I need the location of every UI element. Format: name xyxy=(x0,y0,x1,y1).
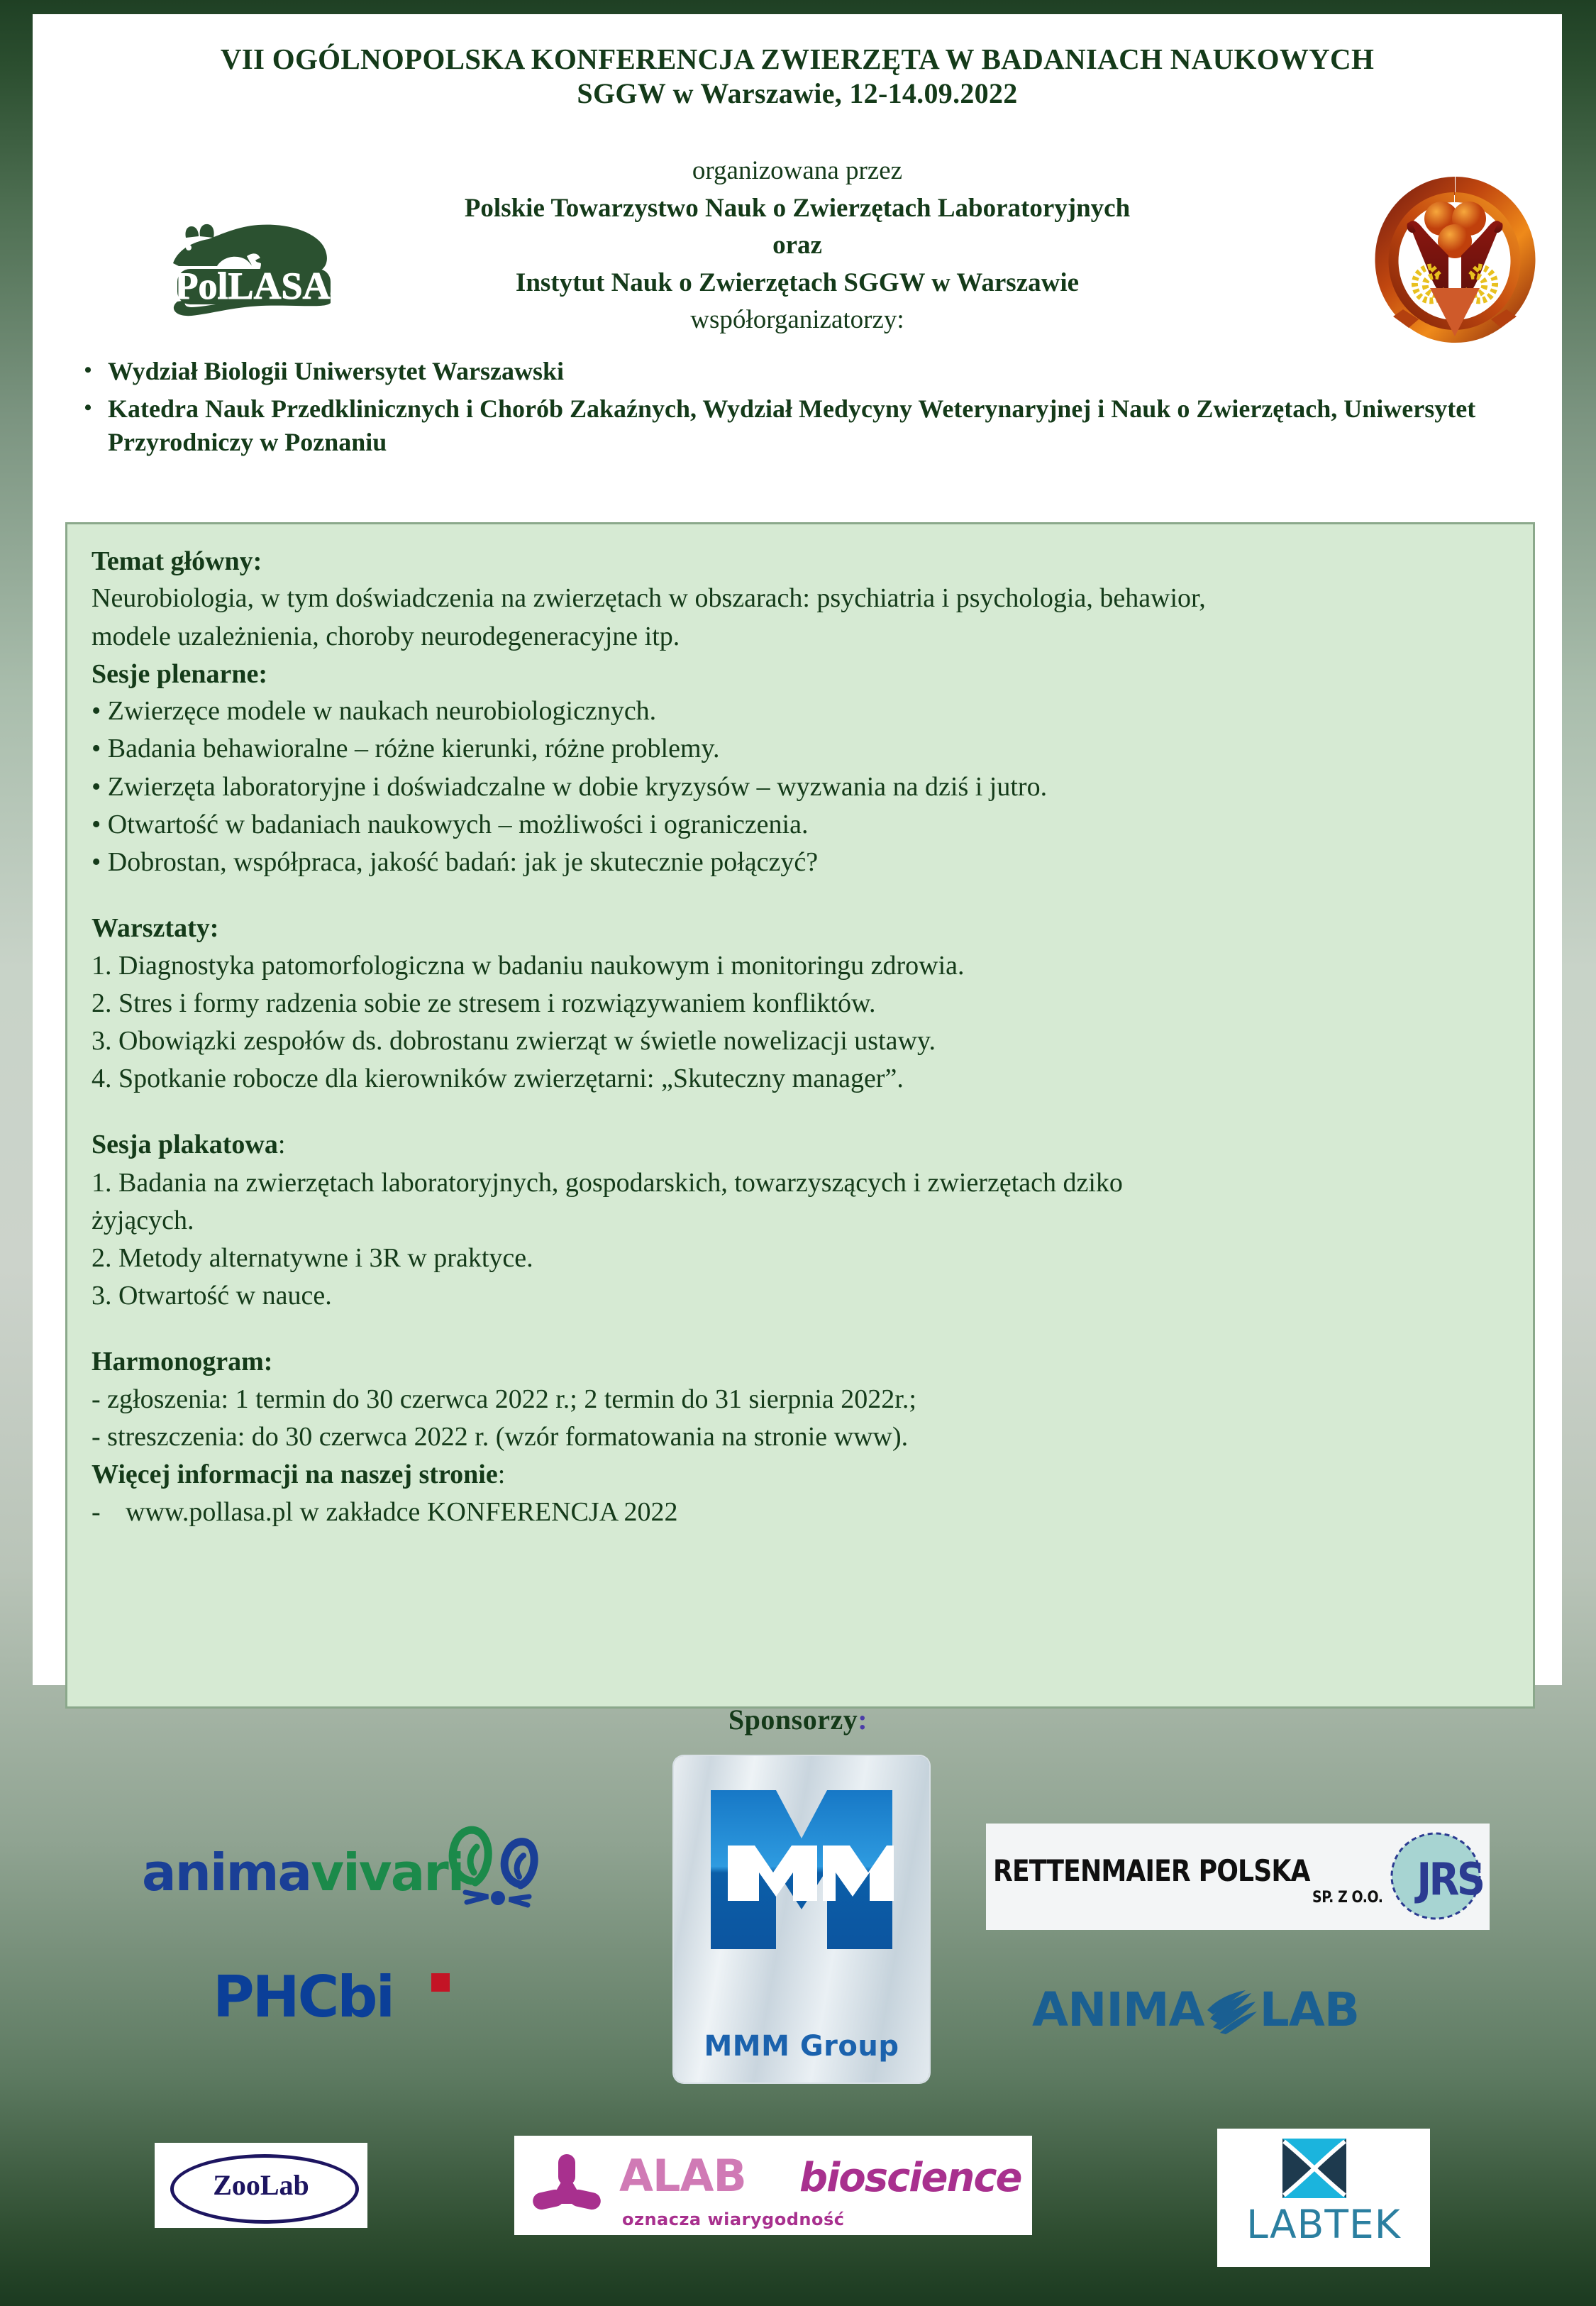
organizer-block xyxy=(33,153,1562,339)
plenary-item: • Dobrostan, współpraca, jakość badań: jak je skutecznie połączyć? xyxy=(92,847,819,877)
labtek-icon xyxy=(1282,2139,1346,2198)
sponsor-logo-anima-lab[interactable] xyxy=(1032,1982,1436,2065)
more-info-colon: : xyxy=(497,1460,506,1490)
mmm-logo-mark xyxy=(708,1784,895,1955)
poster-item: 2. Metody alternatywne i 3R w praktyce. xyxy=(92,1242,533,1273)
plenary-item: • Zwierzęta laboratoryjne i doświadczalne w dobie kryzysów – wyzwania na dziś i jutro. xyxy=(92,771,1048,802)
plenary-item: • Otwartość w badaniach naukowych – możliwości i ograniczenia. xyxy=(92,809,809,839)
animavivari-part-1: anima xyxy=(142,1843,311,1902)
spacer xyxy=(92,881,1509,910)
sponsor-logo-mmm-group[interactable] xyxy=(674,1756,929,2082)
alab-molecule-icon xyxy=(531,2151,602,2219)
rettenmaier-wordmark: RETTENMAIER POLSKA xyxy=(993,1853,1310,1888)
poster-session-heading-row xyxy=(92,1126,1509,1164)
phcbi-red-square-icon xyxy=(431,1973,450,1992)
sponsor-logo-labtek[interactable] xyxy=(1217,2129,1430,2267)
organizer-ptnzl: Polskie Towarzystwo Nauk o Zwierzętach Laboratoryjnych xyxy=(464,193,1131,223)
rettenmaier-legal-form: SP. Z O.O. xyxy=(1312,1889,1383,1907)
animavivari-part-2: vivari xyxy=(311,1843,464,1902)
bullet-icon: • xyxy=(84,395,92,419)
poster-item: 3. Otwartość w nauce. xyxy=(92,1281,332,1311)
alab-tagline: oznacza wiarygodność xyxy=(622,2210,845,2229)
labtek-wordmark: LABTEK xyxy=(1246,2202,1401,2247)
main-topic-line-2: modele uzależnienia, choroby neurodegeneracyjne itp. xyxy=(92,621,680,651)
sponsor-logo-zoolab[interactable] xyxy=(155,2143,367,2228)
animalab-wordmark xyxy=(1032,1982,1436,2037)
svg-text:PolLASA: PolLASA xyxy=(174,265,331,307)
schedule-item: - zgłoszenia: 1 termin do 30 czerwca 2022 r.; 2 termin do 31 sierpnia 2022r.; xyxy=(92,1384,916,1414)
sponsor-logo-alab-bioscience[interactable] xyxy=(514,2136,1032,2235)
alab-bioscience-wordmark: bioscience xyxy=(799,2155,1021,2201)
poster-item-continued: żyjących. xyxy=(92,1205,194,1235)
list-item xyxy=(68,355,1529,388)
conference-title-line-2: SGGW w Warszawie, 12-14.09.2022 xyxy=(577,77,1018,110)
website-dash: - xyxy=(92,1497,101,1528)
list-item xyxy=(68,392,1529,459)
animalab-part-2: LAB xyxy=(1259,1982,1360,2037)
sponsors-heading-row xyxy=(0,1703,1596,1736)
sponsor-logo-rettenmaier-polska[interactable] xyxy=(986,1824,1490,1930)
coorganizer-label-2: Katedra Nauk Przedklinicznych i Chorób Zakaźnych, Wydział Medycyny Weterynaryjnej i Nauk o Zwierzętach, Uniwersytet Przyrodniczy w Poznaniu xyxy=(108,394,1476,456)
mmm-group-label: MMM Group xyxy=(704,2030,899,2063)
spacer xyxy=(92,1098,1509,1126)
animavivari-wordmark xyxy=(142,1843,464,1902)
schedule-heading: Harmonogram: xyxy=(92,1347,273,1377)
plenary-item: • Badania behawioralne – różne kierunki, różne problemy. xyxy=(92,734,720,764)
sponsor-logo-phcbi[interactable] xyxy=(213,1964,454,2047)
more-info-heading: Więcej informacji na naszej stronie xyxy=(92,1460,498,1490)
workshop-item: 4. Spotkanie robocze dla kierowników zwierzętarni: „Skuteczny manager”. xyxy=(92,1064,904,1094)
poster-main-card xyxy=(33,14,1562,1685)
workshop-item: 3. Obowiązki zespołów ds. dobrostanu zwierząt w świetle nowelizacji ustawy. xyxy=(92,1026,936,1056)
conference-title-line-1: VII OGÓLNOPOLSKA KONFERENCJA ZWIERZĘTA W BADANIACH NAUKOWYCH xyxy=(220,43,1375,75)
globe-icon xyxy=(1206,1987,1258,2036)
spacer xyxy=(92,1315,1509,1343)
sponsors-heading-colon: : xyxy=(858,1704,868,1736)
sponsor-logo-animavivari[interactable] xyxy=(135,1813,589,1912)
organizer-inz-sggw: Instytut Nauk o Zwierzętach SGGW w Warszawie xyxy=(515,267,1080,297)
alab-wordmark: ALAB xyxy=(619,2150,746,2202)
sponsors-heading: Sponsorzy xyxy=(728,1704,858,1736)
plenary-sessions-heading: Sesje plenarne: xyxy=(92,658,268,689)
main-topic-line-1: Neurobiologia, w tym doświadczenia na zwierzętach w obszarach: psychiatria i psychologia, behawior, xyxy=(92,583,1206,614)
poster-session-heading: Sesja plakatowa xyxy=(92,1130,278,1160)
main-topic-heading: Temat główny: xyxy=(92,546,262,576)
workshop-item: 2. Stres i formy radzenia sobie ze stresem i rozwiązywaniem konfliktów. xyxy=(92,988,876,1018)
poster-item: 1. Badania na zwierzętach laboratoryjnych, gospodarskich, towarzyszących i zwierzętach dziko xyxy=(92,1167,1123,1198)
organizer-conjunction: oraz xyxy=(772,231,822,260)
plenary-item: • Zwierzęce modele w naukach neurobiologicznych. xyxy=(92,696,657,727)
coorganizer-label-1: Wydział Biologii Uniwersytet Warszawski xyxy=(108,357,564,385)
bullet-icon: • xyxy=(84,358,92,382)
zoolab-wordmark: ZooLab xyxy=(213,2169,309,2201)
conference-info-panel xyxy=(65,522,1535,1709)
coorganizers-list xyxy=(68,355,1529,463)
workshops-heading: Warsztaty: xyxy=(92,913,219,944)
website-row xyxy=(92,1494,1509,1531)
schedule-item: - streszczenia: do 30 czerwca 2022 r. (wzór formatowania na stronie www). xyxy=(92,1421,909,1452)
animalab-part-1: ANIMA xyxy=(1032,1982,1204,2037)
phcbi-wordmark: PHCbi xyxy=(213,1964,393,2030)
coorganizers-label: współorganizatorzy: xyxy=(690,305,904,335)
organized-by-label: organizowana przez xyxy=(692,156,903,185)
poster-title-block xyxy=(33,41,1562,111)
workshop-item: 1. Diagnostyka patomorfologiczna w badaniu naukowym i monitoringu zdrowia. xyxy=(92,950,965,981)
jrs-wordmark: JRS xyxy=(1416,1853,1483,1905)
poster-session-heading-colon: : xyxy=(277,1130,286,1160)
more-info-heading-row xyxy=(92,1456,1509,1494)
website-link[interactable]: www.pollasa.pl w zakładce KONFERENCJA 2022 xyxy=(126,1497,678,1528)
